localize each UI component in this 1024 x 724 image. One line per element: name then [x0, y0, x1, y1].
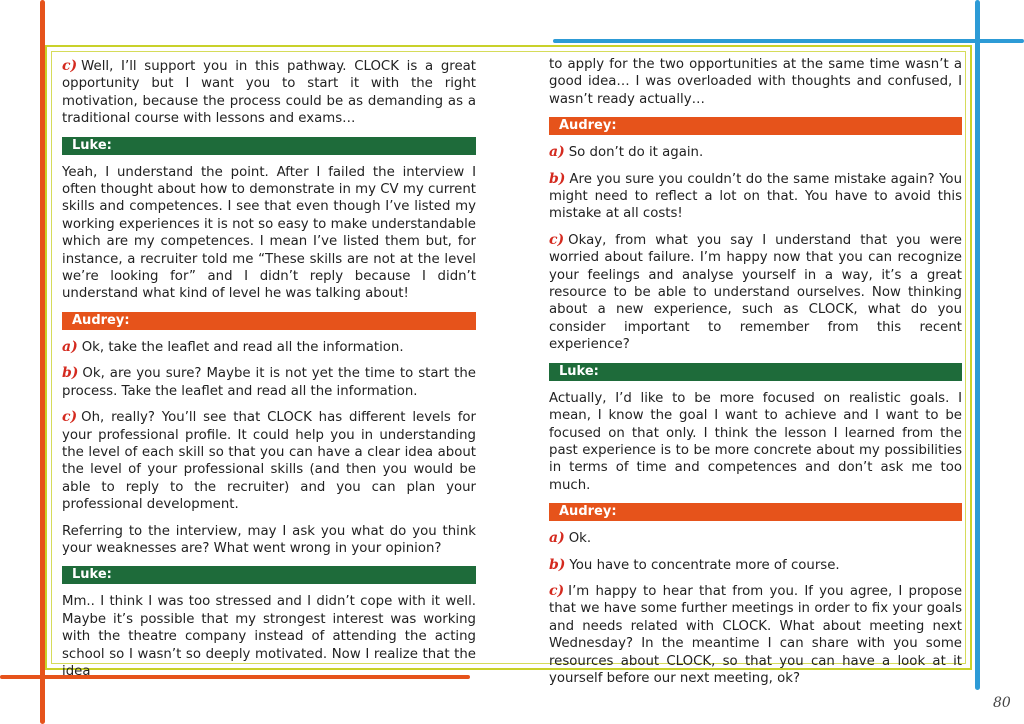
- blue-vertical-line: [975, 0, 980, 690]
- option-a-paragraph: a) Ok, take the leaflet and read all the information.: [62, 338, 404, 355]
- option-c-paragraph: c) I’m happy to hear that from you. If you agree, I propose that we have some further meetings in order to fix your goals and needs related with CLOCK. What about meeting next Wednesday? In the meantime I can share with you some resources about CLOCK, so that you can have a look at it yourself before our next meeting, ok?: [549, 582, 962, 686]
- luke-paragraph: Mm.. I think I was too stressed and I didn’t cope with it well. Maybe it’s possible that my strongest interest was working with the theatre company instead of attending the acting school so I wasn’t so deeply motivated. Now I realize that the idea: [62, 594, 476, 679]
- option-b-paragraph: b) Ok, are you sure? Maybe it is not yet the time to start the process. Take the leaflet and read all the information.: [62, 365, 476, 399]
- blue-horizontal-line: [553, 39, 1024, 43]
- speaker-bar-luke: Luke:: [62, 137, 476, 155]
- left-column: [62, 58, 476, 689]
- option-c-paragraph: c) Oh, really? You’ll see that CLOCK has different levels for your professional profile. It could help you in understanding the level of each skill so that you can have a clear idea about the level of your professional skills (and then you would be able to reply to the recruiter) and you can plan your professional development.: [62, 409, 476, 513]
- right-column: [549, 56, 962, 696]
- option-label: c): [549, 231, 565, 248]
- page-number: 80: [993, 695, 1011, 711]
- speaker-bar-luke: Luke:: [549, 363, 962, 381]
- option-b-paragraph: b) Are you sure you couldn’t do the same mistake again? You might need to reflect a lot on that. You have to avoid this mistake at all costs!: [549, 170, 962, 222]
- option-label: a): [549, 144, 565, 161]
- option-b-paragraph: b) You have to concentrate more of course.: [549, 556, 840, 573]
- option-label: a): [62, 338, 78, 355]
- luke-paragraph: Yeah, I understand the point. After I failed the interview I often thought about how to demonstrate in my CV my current skills and competences. I see that even though I’ve listed my working experiences it is not so easy to make understandable which are my competences. I mean I’ve listed them but, for instance, a recruiter told me “These skills are not at the level we’re looking for” and I didn’t reply because I didn’t understand what kind of level he was talking about!: [62, 164, 476, 302]
- speaker-bar-luke: Luke:: [62, 566, 476, 584]
- speaker-bar-audrey: Audrey:: [549, 503, 962, 521]
- option-label: a): [549, 530, 565, 547]
- option-label: b): [549, 556, 566, 573]
- option-c-paragraph: c) Okay, from what you say I understand that you were worried about failure. I’m happy now that you can recognize your feelings and analyse yourself in a way, it’s a great resource to be able to understand ourselves. Now thinking about a new experience, such as CLOCK, what do you consider important to remember from this recent experience?: [549, 231, 962, 353]
- speaker-bar-audrey: Audrey:: [549, 117, 962, 135]
- option-label: b): [62, 365, 79, 382]
- luke-paragraph-continued: to apply for the two opportunities at the same time wasn’t a good idea… I was overloaded with thoughts and confused, I wasn’t ready actually…: [549, 57, 962, 107]
- option-label: b): [549, 170, 566, 187]
- luke-paragraph: Actually, I’d like to be more focused on realistic goals. I mean, I know the goal I want to achieve and I want to be focused on that only. I think the lesson I learned from the past experience is to be more concrete about my possibilities in terms of time and competences and don’t ask me too much.: [549, 390, 962, 493]
- option-label: c): [62, 58, 78, 74]
- option-c-paragraph: c) Well, I’ll support you in this pathway. CLOCK is a great opportunity but I want you to start it with the right motivation, because the process could be as demanding as a traditional course with lessons and exams…: [62, 58, 476, 127]
- audrey-paragraph: Referring to the interview, may I ask you what do you think your weaknesses are? What went wrong in your opinion?: [62, 523, 476, 556]
- speaker-bar-audrey: Audrey:: [62, 312, 476, 330]
- option-label: c): [549, 582, 565, 599]
- option-label: c): [62, 409, 78, 426]
- option-a-paragraph: a) So don’t do it again.: [549, 144, 704, 161]
- option-a-paragraph: a) Ok.: [549, 530, 592, 547]
